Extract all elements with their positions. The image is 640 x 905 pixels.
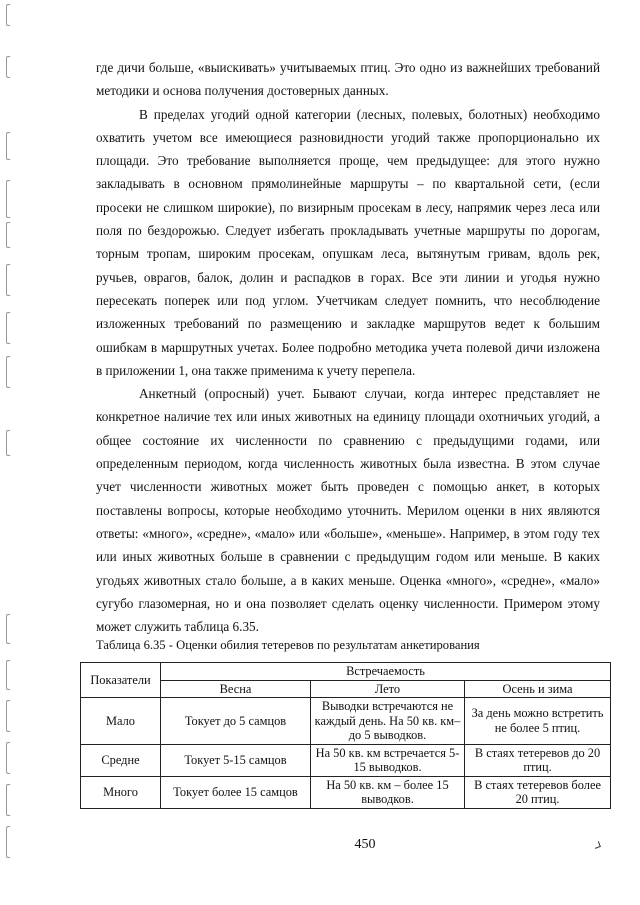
paragraph-route-placement: В пределах угодий одной категории (лесных, полевых, болотных) необходимо охватить учетом все имеющиеся разновидности угодий также пропорционально их площади. Это требование выполняется проще, чем предыдущее: для этого нужно закладывать в основном прямолинейные маршруты – по квартальной сети, (если просеки не слишком широкие), по визирным просекам в лесу, напрямик через леса или поля по бездорожью. Следует избегать прокладывать учетные маршруты по дорогам, торным тропам, широким просекам, опушкам леса, вытянутым гривам, вдоль рек, ручьев, оврагов, балок, долин и распадков в горах. Все эти линии и угодья нужно пересекать поперек или под углом. Учетчикам следует помнить, что несоблюдение изложенных требований по размещению и закладке маршрутов ведет к большим ошибкам в маршрутных учетах. Более подробно методика учета полевой дичи изложена в приложении 1, она также применима к учету перепела. (96, 106, 600, 378)
row-indicator: Средне (81, 744, 161, 776)
row-spring: Токует более 15 самцов (161, 776, 311, 808)
row-autumn: В стаях тетеревов до 20 птиц. (465, 744, 611, 776)
table-row (81, 744, 611, 776)
header-spring: Весна (161, 680, 311, 698)
header-summer: Лето (311, 680, 465, 698)
table-row (81, 776, 611, 808)
row-spring: Токует 5-15 самцов (161, 744, 311, 776)
page-number: 450 (354, 837, 376, 852)
header-autumn-winter: Осень и зима (465, 680, 611, 698)
binding-hole-marks (6, 0, 36, 905)
table-row (81, 698, 611, 745)
paragraph-continuation: где дичи больше, «выискивать» учитываемых птиц. Это одно из важнейших требований методики и основа получения достоверных данных. (96, 60, 600, 99)
row-summer: Выводки встречаются не каждый день. На 50 кв. км– до 5 выводков. (311, 698, 465, 745)
black-grouse-abundance-table (80, 662, 611, 809)
header-occurrence: Встречаемость (161, 663, 611, 681)
paragraph-survey-count: Анкетный (опросный) учет. Бывают случаи, когда интерес представляет не конкретное наличие тех или иных животных на единицу площади охотничьих угодий, а общее состояние их численности по сравнению с предыдущими годами, или определенным периодом, когда численность животных была известна. В этом случае учет численности животных может быть проведен с помощью анкет, в которых поставлены вопросы, которые необходимо уточнить. Мерилом оценки в них являются ответы: «много», «средне», «мало» или «больше», «меньше». Например, в этом году тех или иных животных больше в сравнении с предыдущим годом или меньше. В каких угодьях животных стало больше, а в каких меньше. Оценка «много», «средне», «мало» сугубо глазомерная, но и она позволяет сделать оценку численности. Примером этому может служить таблица 6.35. (96, 386, 600, 635)
row-indicator: Мало (81, 698, 161, 745)
row-autumn: За день можно встретить не более 5 птиц. (465, 698, 611, 745)
body-text (96, 56, 600, 638)
row-summer: На 50 кв. км – более 15 выводков. (311, 776, 465, 808)
row-summer: На 50 кв. км встречается 5-15 выводков. (311, 744, 465, 776)
row-spring: Токует до 5 самцов (161, 698, 311, 745)
header-indicator: Показатели (81, 663, 161, 698)
row-autumn: В стаях тетеревов более 20 птиц. (465, 776, 611, 808)
row-indicator: Много (81, 776, 161, 808)
table-caption: Таблица 6.35 - Оценки обилия тетеревов по результатам анкетирования (96, 638, 480, 652)
